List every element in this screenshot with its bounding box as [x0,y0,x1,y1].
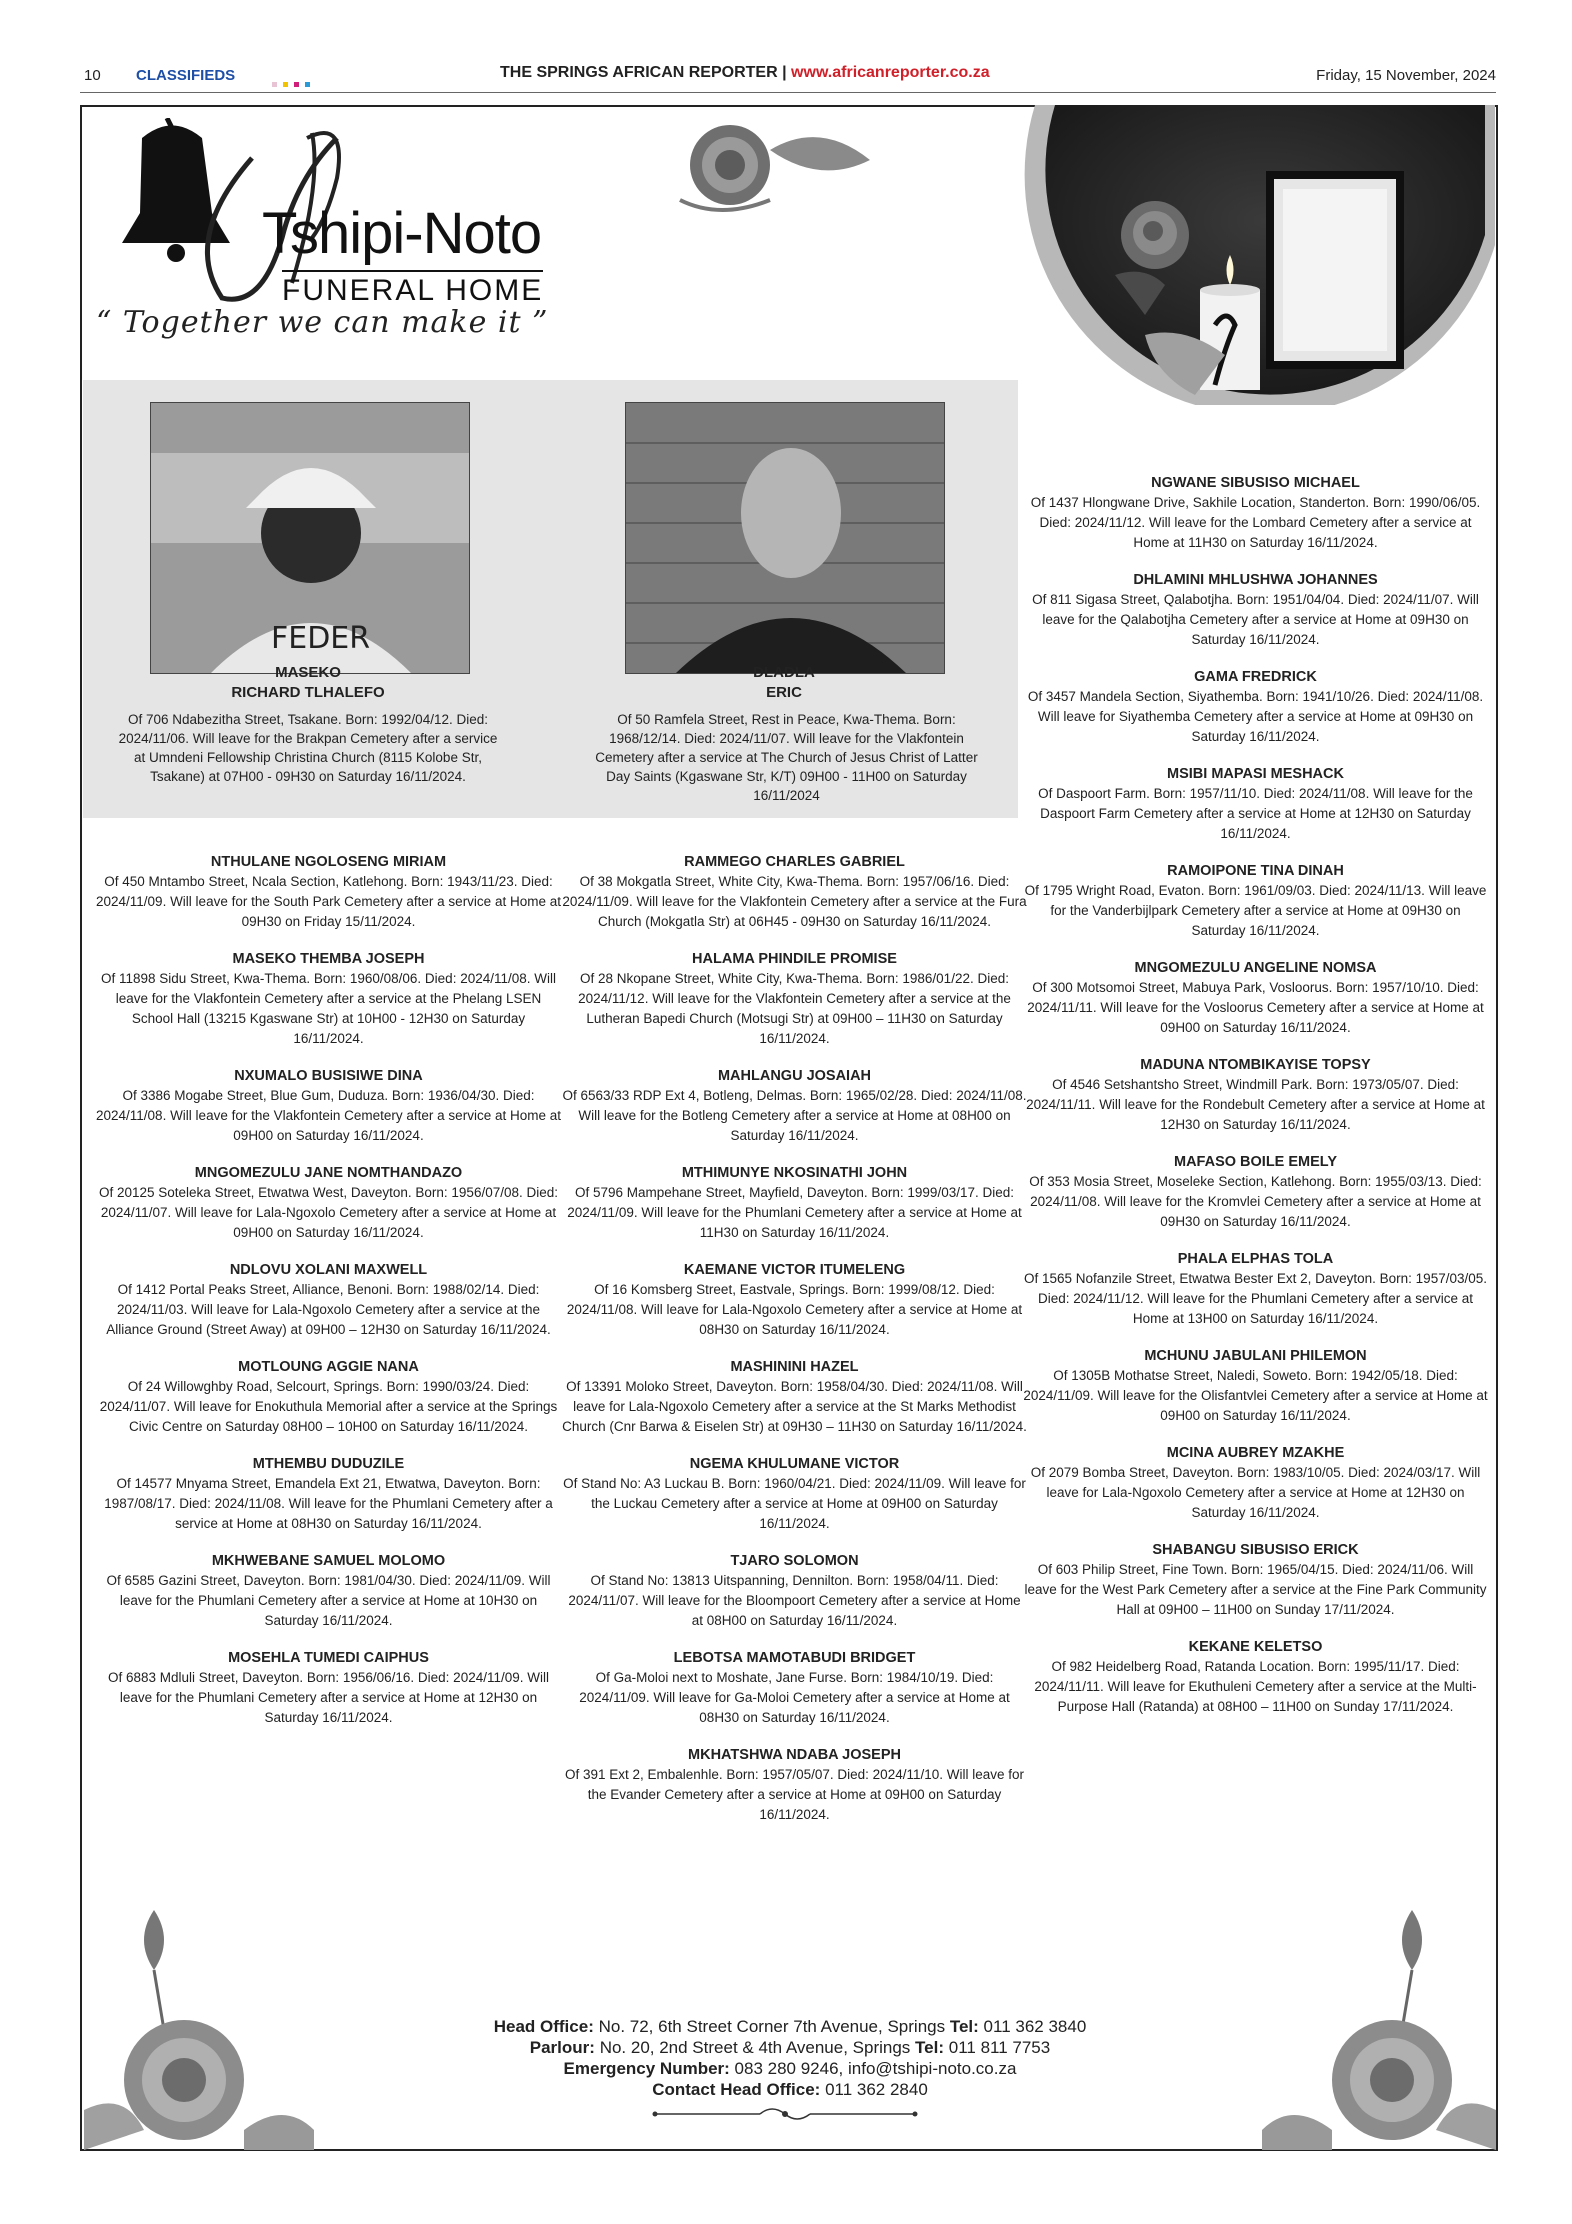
color-dots [272,74,316,92]
page-number: 10 [84,67,101,84]
featured-details: Of 706 Ndabezitha Street, Tsakane. Born: 1992/04/12. Died: 2024/11/06. Will leave for the Brakpan Cemetery after a service at Umndeni Fellowship Christina Church (8115 Kolobe Str, Tsakane) at 07H00 - 09H30 on Saturday 16/11/2024. [118,712,498,784]
notice-details: Of Stand No: A3 Luckau B. Born: 1960/04/21. Died: 2024/11/09. Will leave for the Luckau Cemetery after a service at Home at 09H00 on Saturday 16/11/2024. [563,1476,1026,1531]
featured-surname: DLADLA [753,664,815,681]
notice-entry [562,1454,1027,1534]
notice-entry [1023,1152,1488,1232]
emergency-label: Emergency Number: [563,2059,730,2078]
notice-details: Of 2079 Bomba Street, Daveyton. Born: 1983/10/05. Died: 2024/03/17. Will leave for Lala-Ngoxolo Cemetery after a service at Home at 12H30 on Saturday 16/11/2024. [1030,1465,1481,1520]
notice-entry [562,1357,1027,1437]
section-label: CLASSIFIEDS [136,67,236,84]
color-dot [283,82,288,87]
notice-entry [562,1551,1027,1631]
notice-entry [96,1163,561,1243]
notice-entry [1023,570,1488,650]
deceased-name: TJARO SOLOMON [730,1553,859,1569]
deceased-name: MOTLOUNG AGGIE NANA [238,1359,419,1375]
paper-url[interactable]: www.africanreporter.co.za [791,64,990,81]
rose-decoration-icon [84,1910,314,2150]
brand-name: Tshipi-Noto [262,201,542,266]
portrait-photo [150,402,470,674]
notice-details: Of 1565 Nofanzile Street, Etwatwa Bester Ext 2, Daveyton. Born: 1957/03/05. Died: 2024/11/12. Will leave for the Phumlani Cemetery after a service at Home at 13H00 on Saturday 16/11/2024. [1023,1271,1487,1326]
notice-details: Of 4546 Setshantsho Street, Windmill Park. Born: 1973/05/07. Died: 2024/11/11. Will leave for the Rondebult Cemetery after a service at Home at 12H30 on Saturday 16/11/2024. [1026,1077,1485,1132]
deceased-name: MOSEHLA TUMEDI CAIPHUS [228,1650,429,1666]
svg-text:FEDER: FEDER [271,621,371,656]
parlour-address: No. 20, 2nd Street & 4th Avenue, Springs [599,2038,911,2057]
notice-details: Of 1795 Wright Road, Evaton. Born: 1961/09/03. Died: 2024/11/13. Will leave for the Vanderbijlpark Cemetery after a service at Home at 09H30 on Saturday 16/11/2024. [1024,883,1487,938]
deceased-name: MTHEMBU DUDUZILE [252,1456,405,1472]
deceased-name: RAMOIPONE TINA DINAH [1167,863,1344,879]
deceased-name: NGEMA KHULUMANE VICTOR [689,1456,900,1472]
notice-entry [1023,1443,1488,1523]
masthead-separator: | [782,64,787,81]
notice-details: Of 3457 Mandela Section, Siyathemba. Born: 1941/10/26. Died: 2024/11/08. Will leave for Siyathemba Cemetery after a service at Home at 09H30 on Saturday 16/11/2024. [1027,689,1484,744]
deceased-name: MKHATSHWA NDABA JOSEPH [688,1747,901,1763]
issue-date: Friday, 15 November, 2024 [1316,67,1496,84]
deceased-name: HALAMA PHINDILE PROMISE [692,951,897,967]
notice-entry [1023,1637,1488,1717]
deceased-name: KAEMANE VICTOR ITUMELENG [683,1262,906,1278]
notice-details: Of 28 Nkopane Street, White City, Kwa-Thema. Born: 1986/01/22. Died: 2024/11/12. Will leave for the Vlakfontein Cemetery after a service at the Lutheran Bapedi Church (Motsugi Str) at 09H00 – 11H30 on Saturday 16/11/2024. [578,971,1011,1046]
head-office-line [380,2016,1200,2037]
paper-masthead [500,64,990,82]
notice-entry [562,1745,1027,1825]
notice-details: Of 1412 Portal Peaks Street, Alliance, Benoni. Born: 1988/02/14. Died: 2024/11/03. Will leave for Lala-Ngoxolo Cemetery after a service at the Alliance Ground (Street Away) at 09H00 – 12H30 on Saturday 16/11/2024. [106,1282,551,1337]
color-dot [294,82,299,87]
notice-entry [96,949,561,1049]
deceased-name: KEKANE KELETSO [1188,1639,1323,1655]
notice-entry [1023,667,1488,747]
notice-entry [562,1648,1027,1728]
notice-details: Of 24 Willowghby Road, Selcourt, Springs. Born: 1990/03/24. Died: 2024/11/07. Will leave for Enokuthula Memorial after a service at the Springs Civic Centre on Saturday 08H00 – 10H00 on Saturday 16/11/2024. [99,1379,558,1434]
brand-subtitle: FUNERAL HOME [282,270,543,308]
notice-entry [1023,1055,1488,1135]
parlour-label: Parlour: [529,2038,595,2057]
deceased-name: MNGOMEZULU ANGELINE NOMSA [1134,960,1377,976]
tel-label: Tel: [949,2017,979,2036]
featured-notices [83,380,1018,818]
deceased-name: MAHLANGU JOSAIAH [717,1068,872,1084]
deceased-name: MTHIMUNYE NKOSINATHI JOHN [681,1165,908,1181]
portrait-photo [625,402,945,674]
notice-column-1 [96,852,561,1745]
notice-details: Of Daspoort Farm. Born: 1957/11/10. Died: 2024/11/08. Will leave for the Daspoort Farm Cemetery after a service at Home at 12H30 on Saturday 16/11/2024. [1038,786,1473,841]
deceased-name: MCHUNU JABULANI PHILEMON [1144,1348,1367,1364]
notice-entry [96,1648,561,1728]
notice-details: Of 391 Ext 2, Embalenhle. Born: 1957/05/07. Died: 2024/11/10. Will leave for the Evander Cemetery after a service at Home at 09H00 on Saturday 16/11/2024. [564,1767,1025,1822]
tel-label: Tel: [915,2038,945,2057]
notice-details: Of 38 Mokgatla Street, White City, Kwa-Thema. Born: 1957/06/16. Died: 2024/11/09. Will leave for the Vlakfontein Cemetery after a service at the Fura Church (Mokgatla Str) at 06H45 - 09H30 on Saturday 16/11/2024. [562,874,1027,929]
notice-details: Of 1305B Mothatse Street, Naledi, Soweto. Born: 1942/05/18. Died: 2024/11/09. Will leave for the Olisfantvlei Cemetery after a service at Home at 09H00 on Saturday 16/11/2024. [1023,1368,1488,1423]
deceased-name: LEBOTSA MAMOTABUDI BRIDGET [673,1650,916,1666]
contact-number[interactable]: 011 362 2840 [825,2080,928,2099]
notice-details: Of 16 Komsberg Street, Eastvale, Springs. Born: 1999/08/12. Died: 2024/11/08. Will leave for Lala-Ngoxolo Cemetery after a service at Home at 08H30 on Saturday 16/11/2024. [566,1282,1023,1337]
notice-details: Of 353 Mosia Street, Moseleke Section, Katlehong. Born: 1955/03/13. Died: 2024/11/08. Will leave for the Kromvlei Cemetery after a service at Home at 09H30 on Saturday 16/11/2024. [1029,1174,1482,1229]
rose-decoration-icon [1262,1910,1496,2150]
deceased-name: GAMA FREDRICK [1194,669,1317,685]
notice-details: Of 300 Motsomoi Street, Mabuya Park, Vosloorus. Born: 1957/10/10. Died: 2024/11/11. Will leave for the Vosloorus Cemetery after a service at Home at 09H00 on Saturday 16/11/2024. [1027,980,1484,1035]
notice-details: Of 13391 Moloko Street, Daveyton. Born: 1958/04/30. Died: 2024/11/08. Will leave for Lala-Ngoxolo Cemetery after a service at the St Marks Methodist Church (Cnr Barwa & Eiselen Str) at 09H30 – 11H30 on Saturday 16/11/2024. [562,1379,1027,1434]
deceased-name: NTHULANE NGOLOSENG MIRIAM [210,854,447,870]
deceased-name: SHABANGU SIBUSISO ERICK [1152,1542,1359,1558]
featured-names: ERIC [766,684,802,701]
notice-details: Of 6883 Mdluli Street, Daveyton. Born: 1956/06/16. Died: 2024/11/09. Will leave for the Phumlani Cemetery after a service at Home at 12H30 on Saturday 16/11/2024. [107,1670,549,1725]
head-office-address: No. 72, 6th Street Corner 7th Avenue, Springs [598,2017,946,2036]
notice-entry [1023,1346,1488,1426]
notice-entry [96,1551,561,1631]
notice-column-3 [1023,473,1488,1734]
parlour-line [380,2037,1200,2058]
notice-entry [96,1454,561,1534]
page-header [80,62,1496,92]
notice-details: Of 811 Sigasa Street, Qalabotjha. Born: 1951/04/04. Died: 2024/11/07. Will leave for the Qalabotjha Cemetery after a service at Home at 09H30 on Saturday 16/11/2024. [1032,592,1479,647]
head-office-tel[interactable]: 011 362 3840 [983,2017,1087,2036]
deceased-name: MNGOMEZULU JANE NOMTHANDAZO [194,1165,463,1181]
notice-entry [96,852,561,932]
deceased-name: DHLAMINI MHLUSHWA JOHANNES [1133,572,1378,588]
featured-name [599,663,969,703]
deceased-name: MSIBI MAPASI MESHACK [1167,766,1344,782]
paper-name: THE SPRINGS AFRICAN REPORTER [500,64,778,81]
deceased-name: RAMMEGO CHARLES GABRIEL [684,854,905,870]
notice-details: Of Ga-Moloi next to Moshate, Jane Furse. Born: 1984/10/19. Died: 2024/11/09. Will leave for Ga-Moloi Cemetery after a service at Home at 08H30 on Saturday 16/11/2024. [579,1670,1010,1725]
deceased-name: NDLOVU XOLANI MAXWELL [229,1262,428,1278]
notice-entry [96,1260,561,1340]
emergency-line [380,2058,1200,2079]
deceased-name: MCINA AUBREY MZAKHE [1166,1445,1345,1461]
brand-tagline: “ Together we can make it ” [96,305,549,340]
color-dot [305,82,310,87]
color-dot [272,82,277,87]
notice-details: Of 5796 Mampehane Street, Mayfield, Daveyton. Born: 1999/03/17. Died: 2024/11/09. Will leave for the Phumlani Cemetery after a service at Home at 11H30 on Saturday 16/11/2024. [567,1185,1022,1240]
notice-entry [1023,1249,1488,1329]
deceased-name: MKHWEBANE SAMUEL MOLOMO [211,1553,446,1569]
memorial-candle-image [1015,105,1495,405]
notice-entry [562,1163,1027,1243]
notice-entry [1023,958,1488,1038]
notice-details: Of 20125 Soteleka Street, Etwatwa West, Daveyton. Born: 1956/07/08. Died: 2024/11/07. Will leave for Lala-Ngoxolo Cemetery after a service at Home at 09H00 on Saturday 16/11/2024. [98,1185,558,1240]
notice-entry [562,949,1027,1049]
deceased-name: MASHININI HAZEL [730,1359,859,1375]
notice-details: Of 1437 Hlongwane Drive, Sakhile Location, Standerton. Born: 1990/06/05. Died: 2024/11/12. Will leave for the Lombard Cemetery after a service at Home at 11H30 on Saturday 16/11/2024. [1030,495,1481,550]
contact-block [380,2016,1200,2100]
notice-entry [96,1357,561,1437]
featured-surname: MASEKO [275,664,341,681]
featured-name [123,663,493,703]
head-office-label: Head Office: [493,2017,594,2036]
notice-entry [562,852,1027,932]
parlour-tel[interactable]: 011 811 7753 [948,2038,1051,2057]
notice-entry [1023,473,1488,553]
ornament-divider-icon [650,2104,920,2124]
deceased-name: PHALA ELPHAS TOLA [1177,1251,1334,1267]
notice-entry [1023,1540,1488,1620]
notice-details: Of 3386 Mogabe Street, Blue Gum, Duduza. Born: 1936/04/30. Died: 2024/11/08. Will leave for the Vlakfontein Cemetery after a service at Home at 09H00 on Saturday 16/11/2024. [96,1088,561,1143]
notice-entry [96,1066,561,1146]
notice-details: Of 11898 Sidu Street, Kwa-Thema. Born: 1960/08/06. Died: 2024/11/08. Will leave for the Vlakfontein Cemetery after a service at the Phelang LSEN School Hall (13215 Kgaswane Str) at 10H00 - 12H30 on Saturday 16/11/2024. [100,971,556,1046]
notice-entry [1023,861,1488,941]
notice-entry [1023,764,1488,844]
featured-details: Of 50 Ramfela Street, Rest in Peace, Kwa-Thema. Born: 1968/12/14. Died: 2024/11/07. Will leave for the Vlakfontein Cemetery after a service at The Church of Jesus Christ of Latter Day Saints (Kgaswane Str, K/T) 09H00 - 11H00 on Saturday 16/11/2024 [595,712,978,803]
notice-details: Of 6585 Gazini Street, Daveyton. Born: 1981/04/30. Died: 2024/11/09. Will leave for the Phumlani Cemetery after a service at Home at 10H30 on Saturday 16/11/2024. [106,1573,551,1628]
notice-details: Of 450 Mntambo Street, Ncala Section, Katlehong. Born: 1943/11/23. Died: 2024/11/09. Will leave for the South Park Cemetery after a service at Home at 09H30 on Friday 15/11/2024. [96,874,561,929]
deceased-name: NGWANE SIBUSISO MICHAEL [1151,475,1360,491]
deceased-name: MASEKO THEMBA JOSEPH [232,951,425,967]
contact-line [380,2079,1200,2100]
emergency-contact[interactable]: 083 280 9246, info@tshipi-noto.co.za [734,2059,1017,2078]
contact-label: Contact Head Office: [652,2080,821,2099]
deceased-name: MADUNA NTOMBIKAYISE TOPSY [1140,1057,1371,1073]
notice-details: Of 6563/33 RDP Ext 4, Botleng, Delmas. Born: 1965/02/28. Died: 2024/11/08. Will leave for the Botleng Cemetery after a service at Home at 08H00 on Saturday 16/11/2024. [562,1088,1027,1143]
deceased-name: MAFASO BOILE EMELY [1173,1154,1337,1170]
featured-names: RICHARD TLHALEFO [231,684,385,701]
notice-details: Of Stand No: 13813 Uitspanning, Dennilton. Born: 1958/04/11. Died: 2024/11/07. Will leave for the Bloompoort Cemetery after a service at Home at 08H00 on Saturday 16/11/2024. [568,1573,1021,1628]
notice-entry [562,1066,1027,1146]
notice-details: Of 982 Heidelberg Road, Ratanda Location. Born: 1995/11/17. Died: 2024/11/11. Will leave for Ekuthuleni Cemetery after a service at the Multi-Purpose Hall (Ratanda) at 08H00 – 11H00 on Sunday 17/11/2024. [1034,1659,1477,1714]
deceased-name: NXUMALO BUSISIWE DINA [234,1068,423,1084]
notice-column-2 [562,852,1027,1842]
notice-details: Of 14577 Mnyama Street, Emandela Ext 21, Etwatwa, Daveyton. Born: 1987/08/17. Died: 2024/11/08. Will leave for the Phumlani Cemetery after a service at Home at 08H30 on Saturday 16/11/2024. [104,1476,553,1531]
rose-decoration-icon [660,110,880,220]
notice-entry [562,1260,1027,1340]
header-rule [80,92,1496,93]
notice-details: Of 603 Philip Street, Fine Town. Born: 1965/04/15. Died: 2024/11/06. Will leave for the West Park Cemetery after a service at the Fine Park Community Hall at 09H00 – 11H00 on Sunday 17/11/2024. [1024,1562,1487,1617]
